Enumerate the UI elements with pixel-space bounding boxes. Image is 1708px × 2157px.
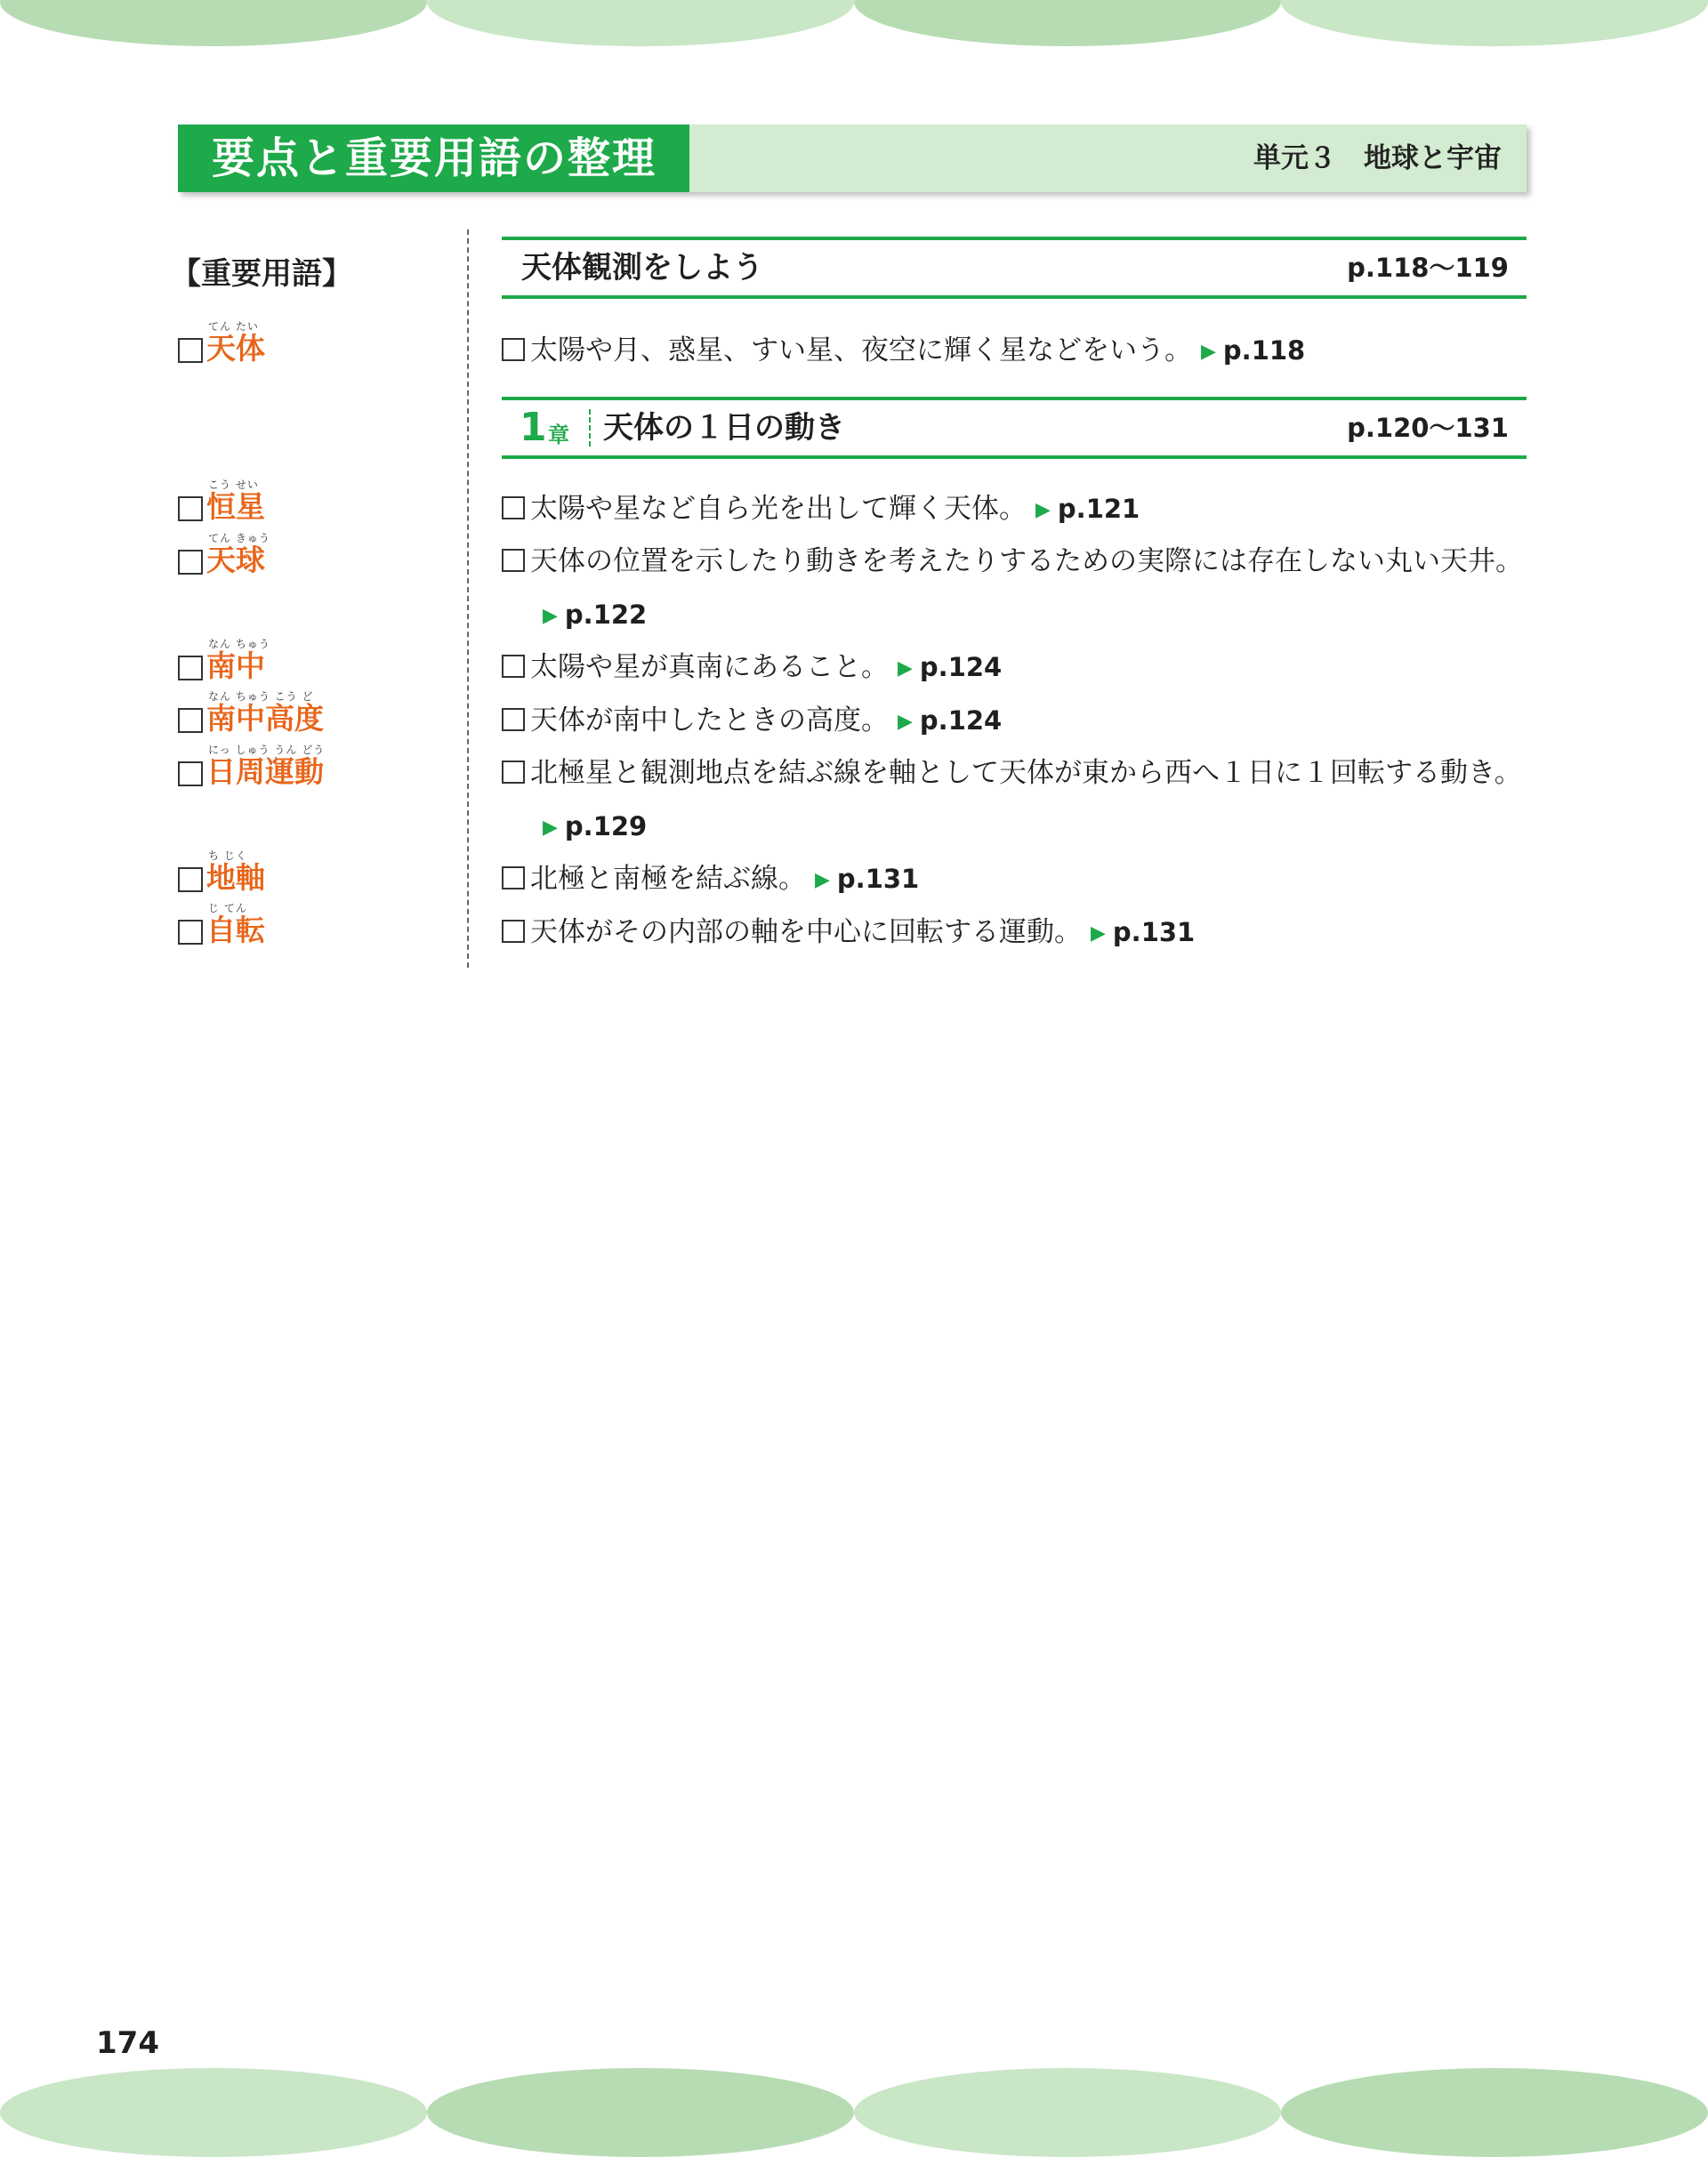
term-word: 恒星 <box>206 489 265 524</box>
page-ref <box>1091 917 1195 947</box>
page-number: 174 <box>96 2025 159 2061</box>
term-word: 天体 <box>206 331 265 366</box>
definition-row <box>502 333 1305 370</box>
chapter-title: 天体の１日の動き <box>603 410 845 446</box>
page-ref-label: p.124 <box>919 652 1003 682</box>
page-ref-label: p.131 <box>1112 917 1196 947</box>
checkbox[interactable] <box>178 550 203 575</box>
definition-text: 北極星と観測地点を結ぶ線を軸として天体が東から西へ１日に１回転する動き。 <box>530 757 1522 789</box>
definition-text: 天体が南中したときの高度。 <box>530 704 889 736</box>
definition-row <box>502 649 1002 687</box>
checkbox[interactable] <box>178 708 203 733</box>
definition-row <box>502 861 919 898</box>
checkbox[interactable] <box>178 920 203 945</box>
triangle-icon: ▶ <box>898 657 913 680</box>
page-ref-label: p.118 <box>1222 335 1306 366</box>
checkbox[interactable] <box>178 496 203 521</box>
terms-heading: 【重要用語】 <box>171 256 352 292</box>
definition-text: 天体の位置を示したり動きを考えたりするための実際には存在しない丸い天井。 <box>530 545 1523 577</box>
page-ref <box>898 652 1002 682</box>
term-ruby: にっ しゅう うん どう <box>208 744 326 756</box>
checkbox[interactable] <box>502 761 525 784</box>
checkbox[interactable] <box>502 655 525 678</box>
term-ruby: ち じく <box>208 849 247 862</box>
unit-label: 単元３ 地球と宇宙 <box>1253 142 1502 174</box>
page-ref-label: p.131 <box>836 864 920 894</box>
checkbox[interactable] <box>502 496 525 519</box>
term-word: 日周運動 <box>206 754 324 789</box>
page-ref <box>815 864 919 894</box>
definition-row <box>502 543 1523 579</box>
checkbox[interactable] <box>178 656 203 680</box>
term-word: 南中 <box>206 648 265 683</box>
triangle-icon: ▶ <box>1201 341 1216 363</box>
triangle-icon: ▶ <box>898 711 913 733</box>
definition-row <box>502 755 1522 791</box>
page-ref <box>898 705 1002 736</box>
chapter-heading <box>502 397 1527 459</box>
triangle-icon: ▶ <box>1035 499 1051 521</box>
page-header <box>178 125 1527 192</box>
checkbox[interactable] <box>502 708 525 731</box>
definition-text: 北極と南極を結ぶ線。 <box>530 863 806 895</box>
definition-text: 太陽や星など自ら光を出して輝く天体。 <box>530 493 1027 525</box>
definition-row <box>502 914 1195 952</box>
section-heading <box>502 237 1527 299</box>
definition-text: 太陽や星が真南にあること。 <box>530 651 889 683</box>
term-ruby: なん ちゅう こう ど <box>208 690 314 703</box>
chapter-label: 章 <box>548 423 569 447</box>
top-decoration <box>0 0 1708 62</box>
checkbox[interactable] <box>502 338 525 361</box>
term-ruby: てん きゅう <box>208 532 270 544</box>
chapter-number: 1 <box>520 405 547 450</box>
chapter-pages: p.120〜131 <box>1347 413 1509 443</box>
term-word: 天球 <box>206 543 265 577</box>
definition-row <box>502 703 1002 740</box>
term-ruby: なん ちゅう <box>208 638 270 650</box>
triangle-icon: ▶ <box>815 869 830 891</box>
definition-text: 天体がその内部の軸を中心に回転する運動。 <box>530 916 1082 948</box>
page-ref <box>543 811 647 841</box>
checkbox[interactable] <box>502 549 525 572</box>
column-divider <box>467 229 469 968</box>
triangle-icon: ▶ <box>1091 922 1106 945</box>
page-ref-label: p.122 <box>564 600 648 630</box>
term-word: 自転 <box>206 913 265 947</box>
section-pages: p.118〜119 <box>1347 253 1509 283</box>
section-title: 天体観測をしよう <box>521 250 763 286</box>
chapter-separator <box>589 409 591 447</box>
page-ref-line <box>534 597 647 637</box>
term-ruby: こう せい <box>208 479 259 491</box>
definition-text: 太陽や月、惑星、すい星、夜空に輝く星などをいう。 <box>530 334 1192 366</box>
page-ref <box>1201 335 1305 366</box>
page-ref-label: p.129 <box>564 811 648 841</box>
triangle-icon: ▶ <box>543 817 558 839</box>
definition-row <box>502 491 1140 528</box>
term-word: 地軸 <box>206 860 265 895</box>
checkbox[interactable] <box>502 866 525 889</box>
term-ruby: じ てん <box>208 902 247 914</box>
page-ref <box>543 600 647 630</box>
checkbox[interactable] <box>178 761 203 786</box>
term-word: 南中高度 <box>206 701 324 736</box>
checkbox[interactable] <box>178 338 203 363</box>
checkbox[interactable] <box>178 867 203 892</box>
page-title: 要点と重要用語の整理 <box>178 125 689 192</box>
page-ref-label: p.121 <box>1057 494 1140 524</box>
checkbox[interactable] <box>502 920 525 943</box>
triangle-icon: ▶ <box>543 605 558 627</box>
term-ruby: てん たい <box>208 320 259 333</box>
page-ref-label: p.124 <box>919 705 1003 736</box>
page-ref <box>1035 494 1140 524</box>
page-ref-line <box>534 809 647 849</box>
bottom-decoration <box>0 2052 1708 2114</box>
